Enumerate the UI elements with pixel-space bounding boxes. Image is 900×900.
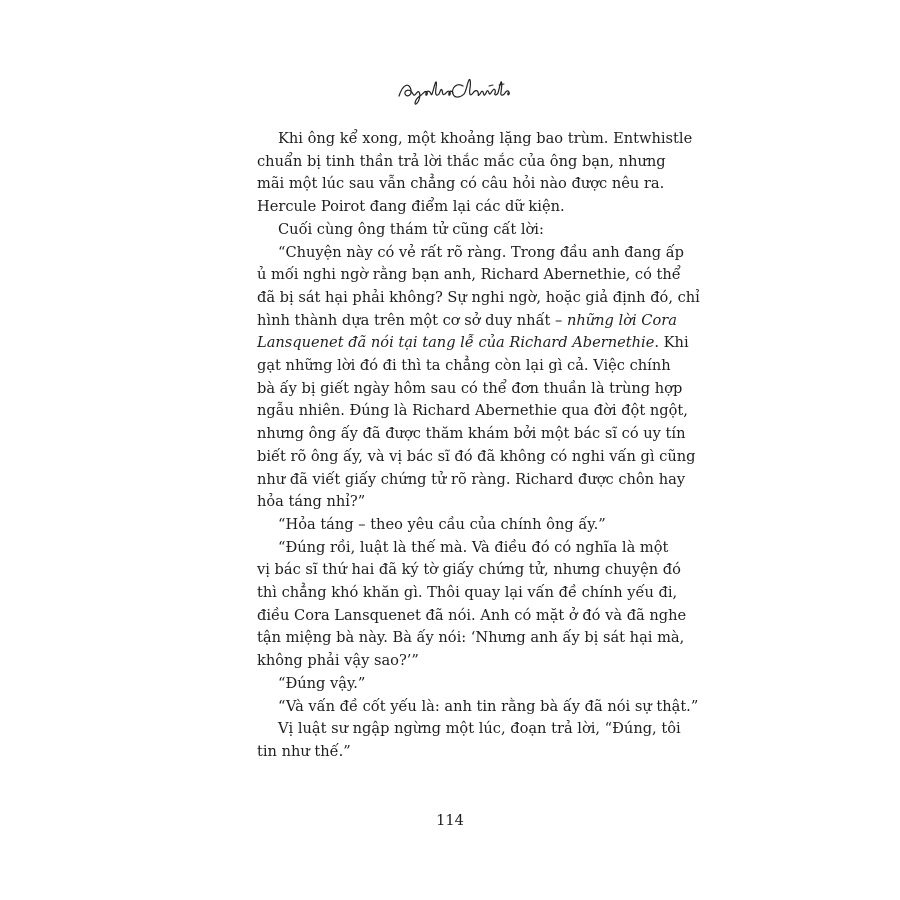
signature-icon: [395, 72, 515, 106]
text-line: không phải vậy sao?’”: [257, 652, 419, 670]
paragraph: [257, 673, 663, 696]
text-line: “Hỏa táng – theo yêu cầu của chính ông ấy.”: [278, 515, 606, 533]
text-line: Cuối cùng ông thám tử cũng cất lời:: [278, 220, 544, 238]
text-line: như đã viết giấy chứng tử rõ ràng. Richard được chôn hay: [257, 470, 686, 488]
text-line: “Đúng rồi, luật là thế mà. Và điều đó có nghĩa là một: [278, 538, 669, 556]
text-line: điều Cora Lansquenet đã nói. Anh có mặt ở đó và đã nghe: [257, 606, 687, 624]
text-line: gạt những lời đó đi thì ta chẳng còn lại gì cả. Việc chính: [257, 357, 671, 375]
text-line: đã bị sát hại phải không? Sự nghi ngờ, hoặc giả định đó, chỉ: [257, 288, 700, 306]
text-line: chuẩn bị tinh thần trả lời thắc mắc của ông bạn, nhưng: [257, 152, 666, 170]
text-line: nhưng ông ấy đã được thăm khám bởi một bác sĩ có uy tín: [257, 425, 686, 443]
text-line: Hercule Poirot đang điểm lại các dữ kiện.: [257, 198, 565, 216]
text-line: [257, 310, 677, 333]
italic-run: những lời Cora: [566, 311, 677, 329]
text-line: tận miệng bà này. Bà ấy nói: ‘Nhưng anh ấy bị sát hại mà,: [257, 629, 685, 647]
text-line: Khi ông kể xong, một khoảng lặng bao trùm. Entwhistle: [278, 130, 693, 147]
italic-run: Lansquenet đã nói tại tang lễ của Richard Abernethie.: [257, 334, 660, 352]
text-line: vị bác sĩ thứ hai đã ký tờ giấy chứng tử, nhưng chuyện đó: [257, 561, 681, 579]
text-run: Khi: [659, 334, 689, 352]
page-number: 114: [436, 812, 464, 829]
paragraph: [257, 219, 663, 242]
paragraph: [257, 696, 699, 719]
text-line: “Và vấn đề cốt yếu là: anh tin rằng bà ấy đã nói sự thật.”: [278, 697, 699, 715]
paragraph: [257, 514, 663, 537]
paragraph: [257, 128, 693, 219]
text-line: tin như thế.”: [257, 742, 351, 760]
author-signature-logo: [395, 72, 515, 106]
paragraph: [257, 537, 687, 673]
text-line: biết rõ ông ấy, và vị bác sĩ đó đã không có nghi vấn gì cũng: [257, 447, 696, 465]
paragraph: [257, 718, 681, 763]
text-line: thì chẳng khó khăn gì. Thôi quay lại vấn đề chính yếu đi,: [257, 584, 678, 602]
text-line: ngẫu nhiên. Đúng là Richard Abernethie qua đời đột ngột,: [257, 402, 688, 420]
text-line: ủ mối nghi ngờ rằng bạn anh, Richard Abernethie, có thể: [257, 266, 681, 284]
text-line: hỏa táng nhỉ?”: [257, 493, 366, 511]
text-line: “Chuyện này có vẻ rất rõ ràng. Trong đầu anh đang ấp: [278, 243, 685, 261]
paragraph: [257, 242, 700, 514]
text-line: “Đúng vậy.”: [278, 674, 366, 692]
text-line: mãi một lúc sau vẫn chẳng có câu hỏi nào được nêu ra.: [257, 175, 665, 193]
text-run: hình thành dựa trên một cơ sở duy nhất –: [257, 311, 567, 329]
text-line: bà ấy bị giết ngày hôm sau có thể đơn thuần là trùng hợp: [257, 379, 683, 397]
text-line: [257, 332, 689, 355]
text-line: Vị luật sư ngập ngừng một lúc, đoạn trả lời, “Đúng, tôi: [278, 720, 681, 738]
body-text: [257, 128, 700, 764]
